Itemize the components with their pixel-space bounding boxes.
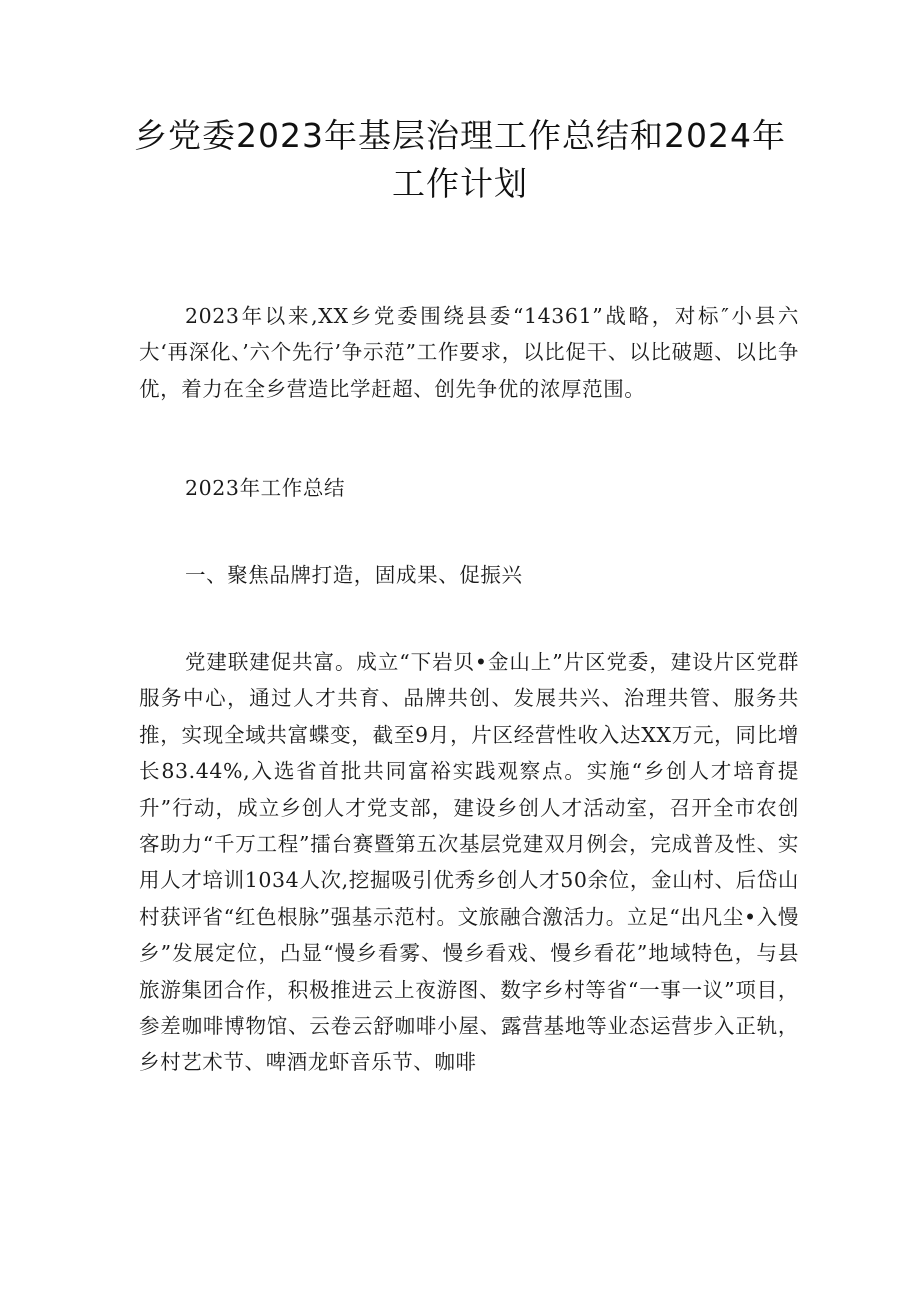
document-title-line-2: 工作计划: [392, 164, 528, 203]
document-title-line-1: 乡党委2023年基层治理工作总结和2024年: [134, 116, 786, 155]
section-1-paragraph: 党建联建促共富。成立“下岩贝•金山上”片区党委，建设片区党群服务中心，通过人才共育、品牌共创、发展共兴、治理共管、服务共推，实现全域共富蝶变，截至9月，片区经营性收入达XX万元，同比增长83.44%,入选省首批共同富裕实践观察点。实施“乡创人才培育提升”行动，成立乡创人才党支部，建设乡创人才活动室，召开全市农创客助力“千万工程”擂台赛暨第五次基层党建双月例会，完成普及性、实用人才培训1034人次,挖掘吸引优秀乡创人才50余位，金山村、后岱山村获评省“红色根脉”强基示范村。文旅融合激活力。立足“出凡尘•入慢乡”发展定位，凸显“慢乡看雾、慢乡看戏、慢乡看花”地域特色，与县旅游集团合作，积极推进云上夜游图、数字乡村等省“一事一议”项目，参差咖啡博物馆、云卷云舒咖啡小屋、露营基地等业态运营步入正轨，乡村艺术节、啤酒龙虾音乐节、咖啡: [139, 650, 799, 1075]
section-1-heading: 一、聚焦品牌打造，固成果、促振兴: [185, 563, 523, 587]
intro-paragraph: 2023年以来,XX乡党委围绕县委“14361”战略，对标″小县六大‘再深化、’六个先行’争示范”工作要求，以比促干、以比破题、以比争优，着力在全乡营造比学赶超、创先争优的浓厚范围。: [139, 304, 799, 401]
summary-heading: 2023年工作总结: [185, 476, 346, 500]
